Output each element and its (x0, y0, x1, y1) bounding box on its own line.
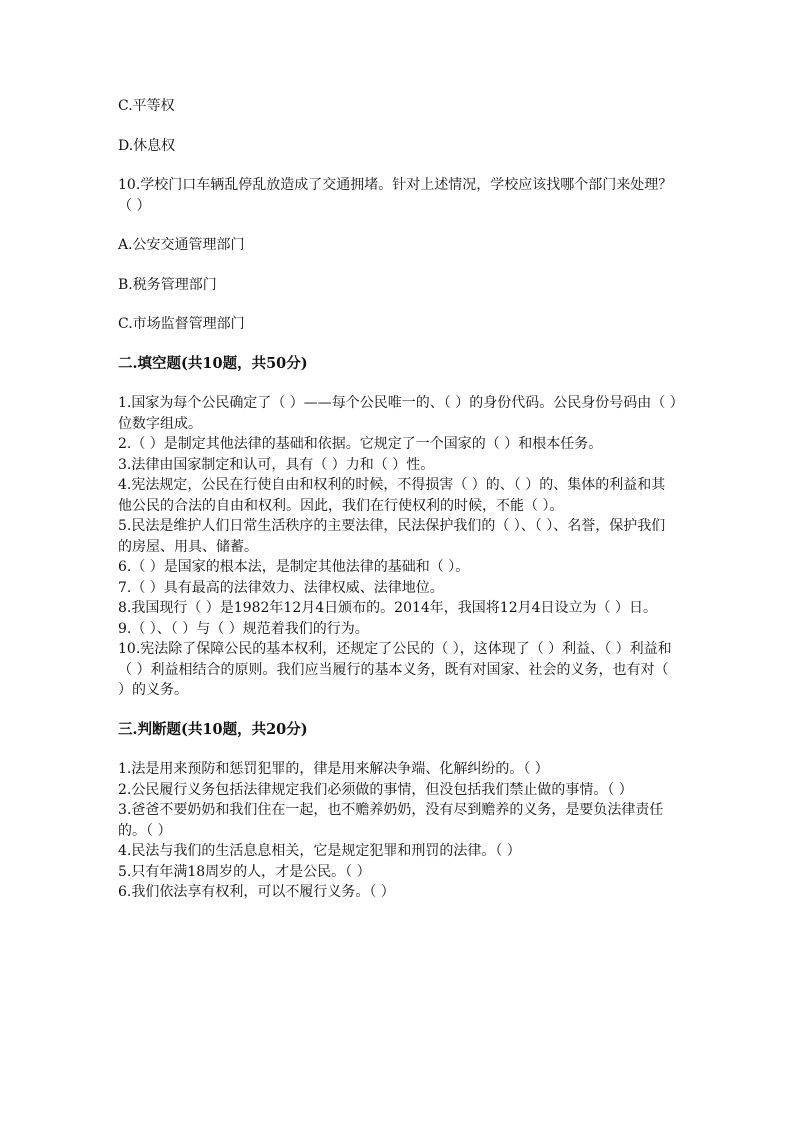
option-c-prev: C.平等权 (118, 98, 175, 114)
fill-question: 3.法律由国家制定和认可，具有（ ）力和（ ）性。 (118, 456, 435, 473)
judge-question: 6.我们依法享有权利，可以不履行义务。（ ） (118, 884, 395, 900)
judge-question: 5.只有年满18周岁的人，才是公民。（ ） (118, 863, 371, 880)
fill-section-title: 二.填空题(共10题，共50分) (118, 354, 308, 372)
question-10: 10.学校门口车辆乱停乱放造成了交通拥堵。针对上述情况，学校应该找哪个部门来处理？（ ） (118, 177, 673, 214)
question-10-option-c: C.市场监督管理部门 (118, 316, 245, 332)
fill-question: 9.（ ）、（ ）与（ ）规范着我们的行为。 (118, 620, 369, 637)
fill-question-list (118, 393, 678, 701)
judge-question: 2.公民履行义务包括法律规定我们必须做的事情，但没包括我们禁止做的事情。（ ） (118, 781, 633, 798)
judge-question-list (118, 759, 678, 903)
question-10-option-a: A.公安交通管理部门 (118, 237, 245, 253)
judge-question: 4.民法与我们的生活息息相关，它是规定犯罪和刑罚的法律。（ ） (118, 843, 521, 859)
fill-question: 5.民法是维护人们日常生活秩序的主要法律，民法保护我们的（ ）、（ ）、名誉，保护我们的房屋、用具、储蓄。 (118, 518, 666, 555)
fill-question: 10.宪法除了保障公民的基本权利，还规定了公民的（ ），这体现了（ ）利益、（ ）利益和（ ）利益相结合的原则。我们应当履行的基本义务，既有对国家、社会的义务，也有对（ ）的义务。 (118, 641, 672, 698)
fill-question: 4.宪法规定，公民在行使自由和权利的时候，不得损害（ ）的、（ ）的、集体的利益和其他公民的合法的自由和权利。因此，我们在行使权利的时候，不能（ ）。 (118, 477, 666, 514)
option-d-prev: D.休息权 (118, 137, 176, 154)
fill-question: 1.国家为每个公民确定了（ ）——每个公民唯一的、（ ）的身份代码。公民身份号码由（ ）位数字组成。 (118, 395, 677, 432)
judge-question: 1.法是用来预防和惩罚犯罪的，律是用来解决争端、化解纠纷的。（ ） (118, 761, 549, 777)
fill-question: 7.（ ）具有最高的法律效力、法律权威、法律地位。 (118, 579, 444, 596)
document-page (118, 0, 678, 1123)
judge-question: 3.爸爸不要奶奶和我们住在一起，也不赡养奶奶，没有尽到赡养的义务，是要负法律责任的。（ ） (118, 802, 664, 839)
fill-question: 8.我国现行（ ）是1982年12月4日颁布的。2014年，我国将12月4日设立为（ ）日。 (118, 600, 657, 616)
fill-question: 6.（ ）是国家的根本法，是制定其他法律的基础和（ ）。 (118, 559, 470, 575)
top-margin (118, 0, 678, 96)
question-10-option-b: B.税务管理部门 (118, 276, 217, 293)
judge-section-title: 三.判断题(共10题，共20分) (118, 720, 308, 738)
fill-question: 2.（ ）是制定其他法律的基础和依据。它规定了一个国家的（ ）和根本任务。 (118, 436, 603, 452)
